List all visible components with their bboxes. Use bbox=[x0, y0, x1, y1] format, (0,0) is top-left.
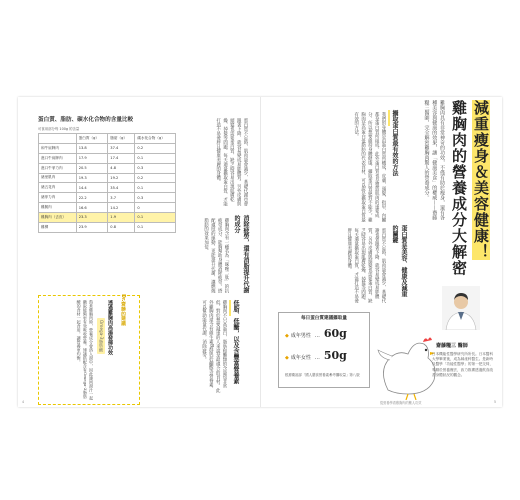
page-gutter bbox=[260, 97, 261, 407]
intake-female-row: ◆ 成年女性 … 50g bbox=[285, 349, 347, 362]
table-cell: 14.2 bbox=[108, 203, 135, 213]
left-top-text: 蛋白質不足時，肌肉量會減少，基礎代謝也會跟著下降，就容易變成易胖體質。另外皮膚與頭髮也需要蛋白質，缺乏時容易出現肌膚乾燥、掉髮等問題。每天適量攝取蛋白質，才能打造不易發胖且健康美麗的身體。 bbox=[215, 118, 248, 206]
table-cell: 1.9 bbox=[108, 213, 135, 223]
table-cell: 3.7 bbox=[108, 193, 135, 203]
table-cell: 19.2 bbox=[108, 173, 135, 183]
table-cell: 豬里肌肉 bbox=[39, 173, 77, 183]
doctor-bio: 日本機能性醫學研究所所長。日本醫科大學畢業後，成為婦產科醫生。是新時代醫學「功能性醫學」的第一把交椅，專精於營養療法，致力推廣透過飲食改善身體狀況的觀念。 bbox=[432, 352, 494, 377]
female-icon: ◆ bbox=[285, 355, 289, 361]
table-header-cell bbox=[39, 134, 77, 144]
table-cell: 進口牛肩胛肉 bbox=[39, 153, 77, 163]
section-heading-fatigue: 消除疲勞，還有消脂提升代謝的成分 bbox=[233, 215, 249, 293]
heading-accent-bar-2 bbox=[388, 110, 390, 126]
table-cell: 0.2 bbox=[135, 143, 176, 153]
table-cell: 35.4 bbox=[108, 183, 135, 193]
intro-text: 雞胸肉具有非常神奇的功效，不僅有助於瘦身，還有各種美容與健康的效果，讓「健康美食」的權威——齋藤糧三醫師，完全解密雞胸肉驚人的營養成分。 bbox=[423, 100, 445, 220]
intake-title: 每日蛋白質建議攝取量 bbox=[301, 316, 347, 321]
table-cell: 19.3 bbox=[76, 173, 108, 183]
page-number-left: 4 bbox=[22, 400, 25, 404]
table-cell: 20.5 bbox=[76, 163, 108, 173]
table-cell: 17.4 bbox=[108, 153, 135, 163]
table-cell: 0.2 bbox=[135, 173, 176, 183]
table-row bbox=[39, 213, 176, 223]
section-heading-protein: 攝取蛋白質最有效的方法 bbox=[391, 110, 398, 176]
main-title-line2: 雞胸肉的營養成分大解密 bbox=[450, 100, 468, 276]
doctor-advice-tag: Dr.齋藤的建議 bbox=[120, 294, 125, 326]
table-cell: 雞腿肉 bbox=[39, 203, 77, 213]
table-title: 蛋白質、脂肪、碳水化合物的含量比較 bbox=[38, 117, 134, 123]
page-number-right: 5 bbox=[494, 400, 497, 404]
table-cell: 0.3 bbox=[135, 193, 176, 203]
table-cell: 0.1 bbox=[135, 213, 176, 223]
table-header-row bbox=[39, 134, 176, 144]
table-cell: 0.8 bbox=[108, 222, 135, 232]
intake-male-row: ◆ 成年男性 … 60g bbox=[285, 327, 347, 340]
table-header-cell: 碳水化合物（g） bbox=[135, 134, 176, 144]
intake-male-label: 成年男性 bbox=[290, 333, 311, 339]
table-cell: 14.4 bbox=[76, 183, 108, 193]
table-row bbox=[39, 193, 176, 203]
section-body-protein: 我們的身體是由蛋白質所構成，皮膚、頭髮、指甲、內臟都是蛋白質所組成。此外蛋白質也是製造肌肉的重要成分，所以想要維持身體健康，攝取蛋白質絕對不能少。雞胸肉是高蛋白低脂肪的代表食材，可以說是攝取蛋白質最有效的方法。 bbox=[353, 112, 386, 222]
doctor-advice-body: 熬煮雞胸肉時，營養成分會溶入湯中，因此連同湯汁一起攝取能夠更有效吸收營養。建議搭配含有Omega-3脂肪酸的食材一起食用，讓營養更均衡。 bbox=[76, 300, 94, 400]
nutrition-table-block bbox=[38, 115, 176, 233]
table-header-cell: 脂肪（g） bbox=[108, 134, 135, 144]
table-cell: 雞胸肉（去皮） bbox=[39, 213, 77, 223]
main-title-line1 bbox=[470, 100, 491, 290]
section-body-key: 蛋白質不足時，肌肉量會減少，基礎代謝也會跟著下降，就容易變成易胖體質。另外皮膚與頭髮也需要蛋白質，缺乏時容易出現肌膚乾燥、掉髮等問題。每天適量攝取蛋白質，才能打造不易發胖且健康美麗的身體。 bbox=[346, 228, 386, 303]
table-row bbox=[39, 153, 176, 163]
table-row bbox=[39, 163, 176, 173]
male-icon: ◆ bbox=[285, 333, 289, 339]
table-cell: 0.1 bbox=[135, 183, 176, 193]
table-cell: 17.9 bbox=[76, 153, 108, 163]
table-cell: 0 bbox=[135, 203, 176, 213]
table-cell: 0.3 bbox=[135, 163, 176, 173]
table-header-cell: 蛋白質（g） bbox=[76, 134, 108, 144]
table-cell: 37.4 bbox=[108, 143, 135, 153]
protein-intake-box bbox=[278, 312, 370, 388]
table-cell: 23.9 bbox=[76, 222, 108, 232]
table-row bbox=[39, 203, 176, 213]
table-row bbox=[39, 183, 176, 193]
doctor-caption: 齋藤糧三 醫師 bbox=[436, 343, 468, 349]
table-cell: 0.1 bbox=[135, 222, 176, 232]
table-cell: 豬菲力肉 bbox=[39, 193, 77, 203]
table-cell: 4.8 bbox=[108, 163, 135, 173]
table-cell: 16.6 bbox=[76, 203, 108, 213]
section-heading-low-fat: 低脂、低醣，以及含豐富營養素 bbox=[232, 300, 239, 384]
table-row bbox=[39, 173, 176, 183]
table-cell: 22.2 bbox=[76, 193, 108, 203]
doctor-advice-heading: 透過雞胸肉高湯發揮功效 bbox=[107, 300, 113, 355]
table-cell: 13.8 bbox=[76, 143, 108, 153]
page-footer: 從營養學看雞胸肉的驚人功效 bbox=[380, 401, 422, 405]
section-body-fatigue: 雞胸肉含有一種名為「咪唑二肽」的抗疲勞成分，能夠幫助身體消除疲勞。搭配適度的運動，更能提升代謝，讓燃燒脂肪的效果加倍。 bbox=[203, 218, 229, 293]
title-highlight: 減重瘦身＆美容健康！ bbox=[472, 100, 490, 260]
table-cell: 進口牛菲力肉 bbox=[39, 163, 77, 173]
intake-female-value: 50g bbox=[323, 349, 347, 362]
table-cell: 23.3 bbox=[76, 213, 108, 223]
table-cell: 和牛肩胛肉 bbox=[39, 143, 77, 153]
section-heading-key: 蛋白質是美容、健康及減重的關鍵 bbox=[391, 225, 407, 297]
table-row bbox=[39, 143, 176, 153]
doctor-photo bbox=[442, 286, 480, 330]
intake-male-value: 60g bbox=[323, 327, 347, 340]
table-cell: 雞柳 bbox=[39, 222, 77, 232]
intake-note: 根據衛福部「國人膳食營養素參考攝取量」第八版 bbox=[285, 373, 360, 377]
table-cell: 0.1 bbox=[135, 153, 176, 163]
table-cell: 豬五花肉 bbox=[39, 183, 77, 193]
section-body-low-fat: 雞胸肉不只高蛋白，脂肪和醣類的含量也非常低，對於想要減重的人來說是最適合的食材。此外雞胸肉還含有維生素B群與菸鹼酸等營養素，可以幫助能量代謝，消除疲勞。 bbox=[201, 300, 227, 393]
omega3-pill: Omega-3脂肪酸 bbox=[99, 320, 104, 352]
intake-female-label: 成年女性 bbox=[290, 355, 311, 361]
heading-accent-bar bbox=[229, 300, 231, 316]
nutrition-table bbox=[38, 133, 176, 233]
table-subtitle: 可食用部分每 100g 的含量 bbox=[38, 127, 80, 131]
table-row bbox=[39, 222, 176, 232]
